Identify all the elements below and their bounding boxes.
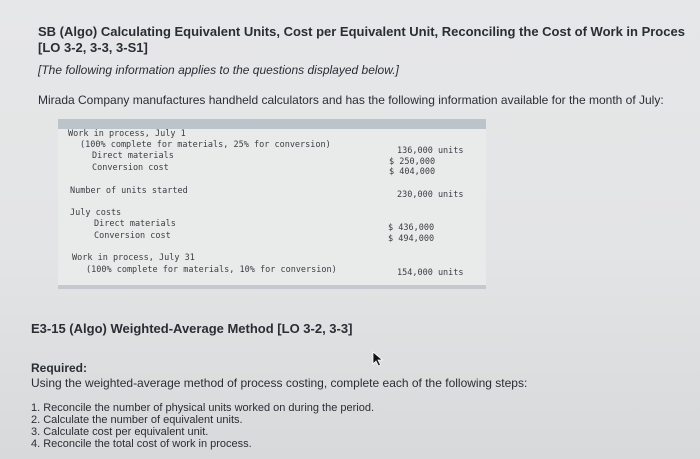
wip-end-units: 154,000 units xyxy=(397,268,464,278)
wip-begin-units: 136,000 units xyxy=(397,146,464,156)
july-conversion-cost-label: Conversion cost xyxy=(94,231,171,241)
conversion-cost-label: Conversion cost xyxy=(92,163,169,173)
title-line-2: [LO 3-2, 3-3, 3-S1] xyxy=(38,40,148,55)
conversion-cost-value: $ 404,000 xyxy=(389,167,436,177)
july-direct-materials-label: Direct materials xyxy=(94,219,176,229)
july-costs-label: July costs xyxy=(70,208,122,218)
steps-list xyxy=(31,402,374,450)
direct-materials-label: Direct materials xyxy=(92,151,174,161)
question-heading: E3-15 (Algo) Weighted-Average Method [LO 3-2, 3-3] xyxy=(31,321,353,336)
table-header-bar xyxy=(58,119,486,129)
required-text: Using the weighted-average method of process costing, complete each of the following steps: xyxy=(31,376,528,390)
units-started-value: 230,000 units xyxy=(397,190,464,200)
title-line-1: SB (Algo) Calculating Equivalent Units, Cost per Equivalent Unit, Reconciling the Cost of Work in Proces xyxy=(38,24,685,39)
wip-end-label: Work in process, July 31 xyxy=(72,253,195,263)
intro-text: Mirada Company manufactures handheld calculators and has the following information available for the month of July: xyxy=(38,93,664,107)
july-conversion-cost-value: $ 494,000 xyxy=(388,234,435,244)
mouse-pointer-icon xyxy=(372,351,384,367)
list-item: 3. Calculate cost per equivalent unit. xyxy=(31,426,209,438)
list-item: 1. Reconcile the number of physical units worked on during the period. xyxy=(31,402,375,414)
wip-begin-detail: (100% complete for materials, 25% for conversion) xyxy=(80,140,331,150)
data-table xyxy=(58,119,486,289)
list-item: 4. Reconcile the total cost of work in process. xyxy=(31,438,252,450)
info-note: [The following information applies to the questions displayed below.] xyxy=(38,63,399,77)
page-title xyxy=(38,24,700,56)
units-started-label: Number of units started xyxy=(70,186,188,196)
table-footer-bar xyxy=(58,285,486,289)
wip-end-detail: (100% complete for materials, 10% for conversion) xyxy=(86,265,337,275)
wip-begin-label: Work in process, July 1 xyxy=(68,129,186,139)
direct-materials-value: $ 250,000 xyxy=(389,157,436,167)
list-item: 2. Calculate the number of equivalent units. xyxy=(31,414,243,426)
required-label: Required: xyxy=(31,361,88,375)
july-direct-materials-value: $ 436,000 xyxy=(388,223,435,233)
